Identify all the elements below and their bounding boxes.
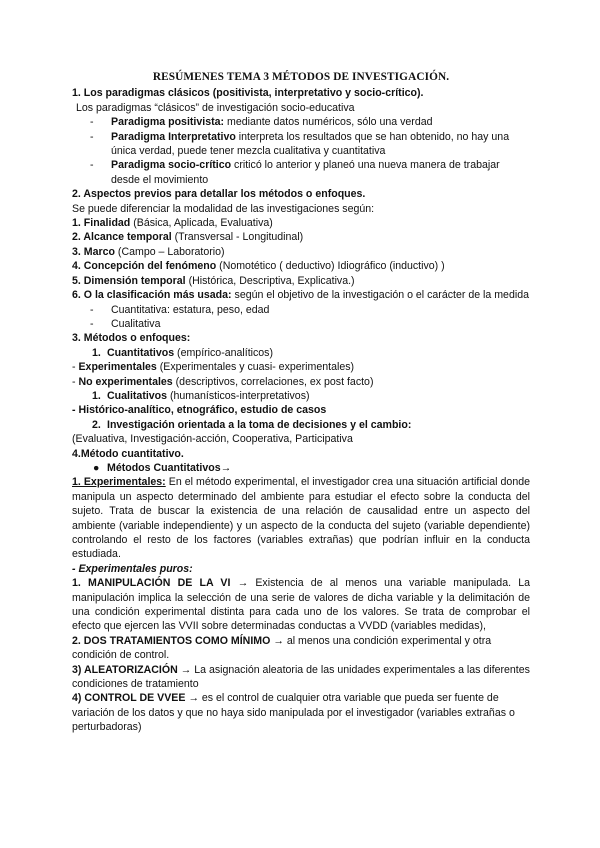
subheading-experimentales-puros: - Experimentales puros: [72,562,193,575]
method-historico: - Histórico-analítico, etnográfico, estudio de casos [72,404,327,417]
document-title: RESÚMENES TEMA 3 MÉTODOS DE INVESTIGACIÓN. [152,71,450,83]
paradigm-socio-critico: - Paradigma socio-crítico criticó lo anterior y planeó una nueva manera de trabajar desde el movimiento [90,159,500,186]
list-item-clasificacion: 6. O la clasificación más usada: según el objetivo de la investigación o el carácter de la medida [72,289,529,302]
sub-item-cualitativa: - Cualitativa [90,317,161,330]
list-item-finalidad: 1. Finalidad (Básica, Aplicada, Evaluativa) [72,217,273,230]
section-3-heading: 3. Métodos o enfoques: [72,332,191,345]
bullet-icon: ● [93,461,100,474]
section-2-heading: 2. Aspectos previos para detallar los métodos o enfoques. [72,188,366,201]
paradigm-positivista: - Paradigma positivista: mediante datos numéricos, sólo una verdad [90,116,433,129]
method-orientada: 2. Investigación orientada a la toma de decisiones y el cambio: [92,418,412,431]
section-1-heading: 1. Los paradigmas clásicos (positivista, interpretativo y socio-crítico). [72,87,424,100]
paradigm-interpretativo: - Paradigma Interpretativo interpreta los resultados que se han obtenido, no hay una única verdad, puede tener mezcla cualitativa y cuantitativa [90,130,510,158]
section-2-intro: Se puede diferenciar la modalidad de las investigaciones según: [72,202,375,215]
list-item-alcance: 2. Alcance temporal (Transversal - Longitudinal) [72,231,304,244]
list-item-concepcion: 4. Concepción del fenómeno (Nomotético ( deductivo) Idiográfico (inductivo) ) [72,260,445,273]
section-4-heading: 4.Método cuantitativo. [72,447,184,460]
list-item-marco: 3. Marco (Campo – Laboratorio) [72,245,225,258]
method-cuantitativos: 1. Cuantitativos (empírico-analíticos) [92,346,274,359]
list-item-dimension: 5. Dimensión temporal (Histórica, Descriptiva, Explicativa.) [72,274,355,287]
paragraph-dos-tratamientos: 2. DOS TRATAMIENTOS COMO MÍNIMO → al menos una condición experimental y otra condición de control. [72,634,492,662]
paragraph-aleatorizacion: 3) ALEATORIZACIÓN → La asignación aleatoria de las unidades experimentales a las diferentes condiciones de tratamiento [72,663,530,691]
paragraph-control-vvee: 4) CONTROL DE VVEE → es el control de cualquier otra variable que pueda ser fuente de variación de los datos y que no haya sido manipulada por el investigador (variables extrañas o perturbadoras) [72,692,515,734]
method-no-experimentales: - No experimentales (descriptivos, correlaciones, ex post facto) [72,375,374,388]
section-1-intro: Los paradigmas “clásicos” de investigación socio-educativa [76,101,355,114]
paragraph-experimentales: 1. Experimentales: En el método experimental, el investigador crea una situación artificial donde manipula un aspecto determinado del ambiente para estudiar el efecto sobre la conducta del sujeto. Trata de buscar la existencia de una relación de causalidad entre un aspecto del ambiente (variable independiente) y un aspecto de la conducta del sujeto (variable dependiente) controlando el resto de los factores (variables extrañas) que podrían influir en la conducta estudiada. [72,476,531,561]
method-experimentales: - Experimentales (Experimentales y cuasi- experimentales) [72,361,355,374]
method-orientada-detail: (Evaluativa, Investigación-acción, Cooperativa, Participativa [72,433,353,446]
sub-item-cuantitativa: - Cuantitativa: estatura, peso, edad [90,303,270,316]
method-cualitativos: 1. Cualitativos (humanísticos-interpretativos) [92,389,310,402]
paragraph-manipulacion: 1. MANIPULACIÓN DE LA VI → Existencia de al menos una variable manipulada. La manipulación implica la selección de una serie de valores de dicha variable y la delimitación de una condición experimental distinta para cada uno de los valores. Se trata de comprobar el efecto que ejercen las VVII sobre determinadas conductas a VVDD (variables medidas), [72,577,530,633]
bullet-metodos-cuantitativos: ● Métodos Cuantitativos→ [93,461,232,474]
